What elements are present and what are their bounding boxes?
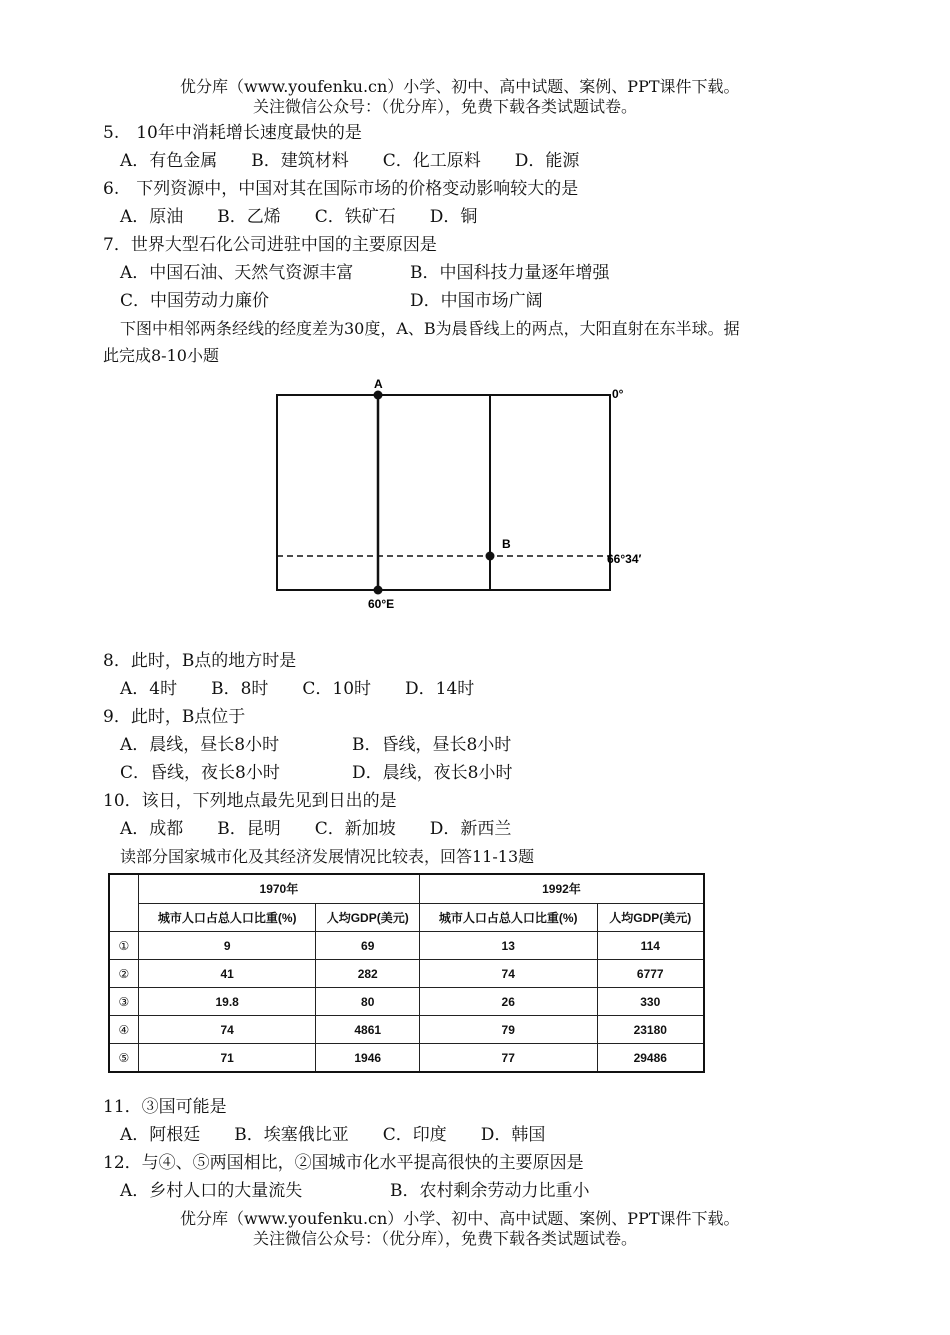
cell-urban-1970: 74	[138, 1016, 316, 1044]
question-9-stem: 9．此时，B点位于	[103, 707, 246, 727]
question-8-stem: 8．此时，B点的地方时是	[103, 651, 297, 671]
cell-gdp-1992: 114	[597, 932, 704, 960]
table-corner	[109, 874, 138, 932]
question-12-option-a: A．乡村人口的大量流失	[120, 1181, 303, 1201]
point-bottom	[374, 586, 383, 595]
cell-urban-1992: 77	[419, 1044, 597, 1073]
question-10-options: A．成都 B．昆明 C．新加坡 D．新西兰	[120, 819, 512, 839]
cell-gdp-1970: 69	[316, 932, 419, 960]
question-12-option-b: B．农村剩余劳动力比重小	[390, 1181, 590, 1201]
cell-urban-1970: 9	[138, 932, 316, 960]
cell-urban-1992: 74	[419, 960, 597, 988]
footer-line-1: 优分库（www.youfenku.cn）小学、初中、高中试题、案例、PPT课件下载。	[180, 1209, 740, 1228]
label-lat-0: 0°	[612, 387, 624, 401]
cell-urban-1992: 13	[419, 932, 597, 960]
table-year-1970: 1970年	[138, 874, 419, 903]
cell-gdp-1992: 6777	[597, 960, 704, 988]
table-col-urban-1970: 城市人口占总人口比重(%)	[138, 903, 316, 932]
table-col-gdp-1992: 人均GDP(美元)	[597, 903, 704, 932]
question-7-option-d: D．中国市场广阔	[410, 291, 543, 311]
point-b	[486, 552, 495, 561]
question-7-stem: 7．世界大型石化公司进驻中国的主要原因是	[103, 235, 437, 255]
question-9-option-a: A．晨线，昼长8小时	[120, 735, 280, 755]
question-8-options: A．4时 B．8时 C．10时 D．14时	[120, 679, 475, 699]
label-lat-66: 66°34′	[607, 552, 642, 566]
row-id: ③	[109, 988, 138, 1016]
cell-gdp-1992: 330	[597, 988, 704, 1016]
header-line-2: 关注微信公众号：（优分库），免费下载各类试题试卷。	[253, 97, 638, 116]
cell-gdp-1970: 282	[316, 960, 419, 988]
cell-urban-1992: 79	[419, 1016, 597, 1044]
table-row	[109, 1016, 704, 1044]
question-7-option-a: A．中国石油、天然气资源丰富	[120, 263, 354, 283]
question-5-stem: 5. 10年中消耗增长速度最快的是	[103, 123, 362, 143]
question-7-option-b: B．中国科技力量逐年增强	[410, 263, 610, 283]
question-6-options: A．原油 B．乙烯 C．铁矿石 D．铜	[120, 207, 478, 227]
table-row	[109, 960, 704, 988]
table-year-1992: 1992年	[419, 874, 704, 903]
row-id: ①	[109, 932, 138, 960]
intro-8-10-line-2: 此完成8-10小题	[103, 346, 219, 365]
cell-gdp-1970: 1946	[316, 1044, 419, 1073]
question-6-stem: 6. 下列资源中，中国对其在国际市场的价格变动影响较大的是	[103, 179, 579, 199]
question-7-option-c: C．中国劳动力廉价	[120, 291, 270, 311]
row-id: ⑤	[109, 1044, 138, 1073]
table-row	[109, 932, 704, 960]
cell-gdp-1992: 29486	[597, 1044, 704, 1073]
cell-urban-1970: 71	[138, 1044, 316, 1073]
cell-gdp-1970: 80	[316, 988, 419, 1016]
question-9-option-d: D．晨线，夜长8小时	[352, 763, 513, 783]
urbanization-table	[108, 873, 705, 1073]
question-11-stem: 11．③国可能是	[103, 1097, 227, 1117]
question-9-option-b: B．昏线，昼长8小时	[352, 735, 512, 755]
diagram-frame	[277, 395, 610, 590]
cell-gdp-1992: 23180	[597, 1016, 704, 1044]
question-11-options: A．阿根廷 B．埃塞俄比亚 C．印度 D．韩国	[120, 1125, 546, 1145]
question-12-stem: 12．与④、⑤两国相比，②国城市化水平提高很快的主要原因是	[103, 1153, 584, 1173]
header-line-1: 优分库（www.youfenku.cn）小学、初中、高中试题、案例、PPT课件下载。	[180, 77, 740, 96]
cell-urban-1970: 41	[138, 960, 316, 988]
question-9-option-c: C．昏线，夜长8小时	[120, 763, 280, 783]
point-a	[374, 391, 383, 400]
intro-8-10-line-1: 下图中相邻两条经线的经度差为30度，A、B为晨昏线上的两点，大阳直射在东半球。据	[120, 319, 740, 338]
footer-line-2: 关注微信公众号：（优分库），免费下载各类试题试卷。	[253, 1229, 638, 1248]
terminator-diagram	[270, 378, 670, 618]
table-row	[109, 1044, 704, 1073]
row-id: ②	[109, 960, 138, 988]
table-col-gdp-1970: 人均GDP(美元)	[316, 903, 419, 932]
question-5-options: A．有色金属 B．建筑材料 C．化工原料 D．能源	[120, 151, 580, 171]
label-lon-60e: 60°E	[368, 597, 395, 611]
row-id: ④	[109, 1016, 138, 1044]
cell-urban-1992: 26	[419, 988, 597, 1016]
label-b: B	[502, 537, 511, 551]
table-col-urban-1992: 城市人口占总人口比重(%)	[419, 903, 597, 932]
table-row	[109, 988, 704, 1016]
label-a: A	[374, 378, 383, 391]
cell-gdp-1970: 4861	[316, 1016, 419, 1044]
question-10-stem: 10．该日，下列地点最先见到日出的是	[103, 791, 397, 811]
intro-11-13: 读部分国家城市化及其经济发展情况比较表，回答11-13题	[120, 847, 535, 866]
cell-urban-1970: 19.8	[138, 988, 316, 1016]
